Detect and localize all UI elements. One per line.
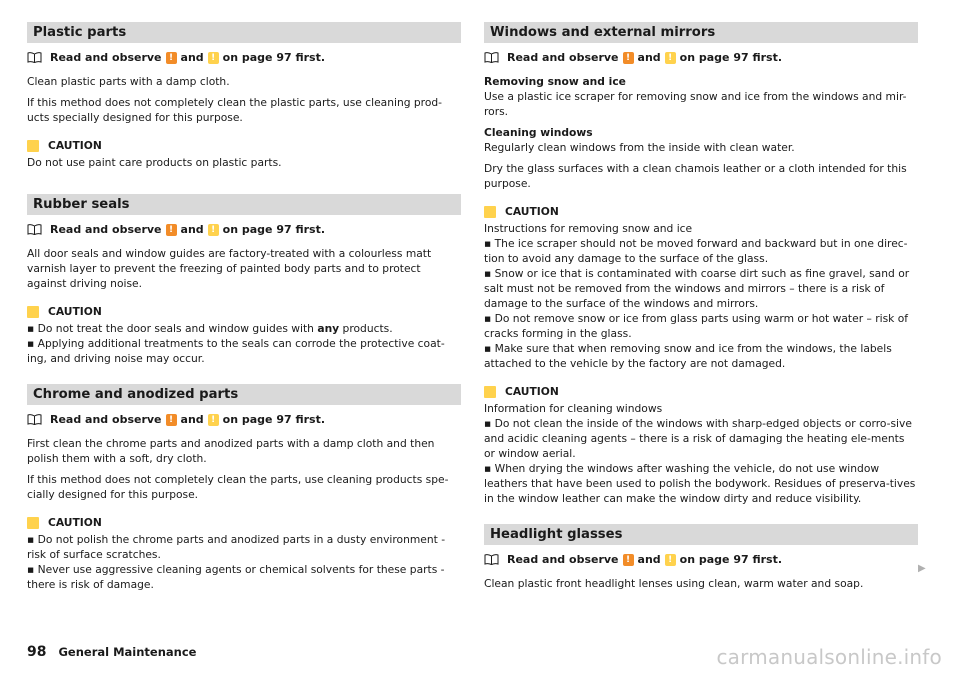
caution-bullet: ▪ Never use aggressive cleaning agents or chemical solvents for these parts - there is risk of damage. bbox=[27, 563, 445, 591]
caution-label: CAUTION bbox=[48, 516, 102, 529]
paragraph: Regularly clean windows from the inside with clean water. bbox=[484, 141, 795, 154]
warning-yellow-icon: ! bbox=[208, 414, 219, 426]
caution-intro: Information for cleaning windows bbox=[484, 402, 663, 415]
book-icon bbox=[27, 224, 42, 235]
footer-section-title: General Maintenance bbox=[58, 645, 197, 659]
paragraph: If this method does not completely clean the plastic parts, use cleaning prod-ucts specially designed for this purpose. bbox=[27, 96, 443, 124]
next-page-arrow-icon: ▶ bbox=[918, 563, 926, 574]
caution-heading bbox=[27, 139, 461, 152]
warning-yellow-icon: ! bbox=[665, 554, 676, 566]
caution-triangle-icon bbox=[27, 306, 39, 318]
reference-line bbox=[484, 51, 918, 64]
warning-red-icon: ! bbox=[623, 554, 634, 566]
ref-prefix: Read and observe bbox=[507, 51, 619, 64]
warning-red-icon: ! bbox=[166, 414, 177, 426]
ref-and: and bbox=[637, 553, 661, 566]
caution-bullet: ▪ Do not polish the chrome parts and anodized parts in a dusty environment - risk of surface scratches. bbox=[27, 533, 446, 561]
caution-triangle-icon bbox=[27, 140, 39, 152]
caution-bullet: ▪ Snow or ice that is contaminated with coarse dirt such as fine gravel, sand or salt must not be removed from the windows and mirrors – there is a risk of damage to the surface of the windows and mirrors. bbox=[484, 267, 910, 310]
caution-bullet: ▪ When drying the windows after washing the vehicle, do not use window leathers that have been used to polish the bodywork. Residues of preserva-tives in the window leather can make the window dirty and reduce visibility. bbox=[484, 462, 916, 505]
section-title-headlight: Headlight glasses bbox=[484, 524, 918, 545]
watermark: carmanualsonline.info bbox=[716, 645, 942, 669]
page-footer bbox=[27, 644, 196, 660]
caution-text: Do not use paint care products on plastic parts. bbox=[27, 156, 282, 169]
caution-bullet: ▪ Do not clean the inside of the windows with sharp-edged objects or corro-sive and acidic cleaning agents – there is a risk of damaging the heating ele-ments or window aerial. bbox=[484, 417, 912, 460]
paragraph: All door seals and window guides are factory-treated with a colourless matt varnish layer to prevent the freezing of painted body parts and to protect against driving noise. bbox=[27, 247, 432, 290]
warning-red-icon: ! bbox=[166, 52, 177, 64]
caution-triangle-icon bbox=[484, 386, 496, 398]
subheading: Removing snow and ice bbox=[484, 75, 626, 88]
caution-intro: Instructions for removing snow and ice bbox=[484, 222, 693, 235]
ref-and: and bbox=[637, 51, 661, 64]
caution-bullet: ▪ Make sure that when removing snow and ice from the windows, the labels attached to the vehicle by the factory are not damaged. bbox=[484, 342, 892, 370]
warning-yellow-icon: ! bbox=[208, 52, 219, 64]
paragraph: Clean plastic front headlight lenses using clean, warm water and soap. bbox=[484, 577, 864, 590]
book-icon bbox=[27, 414, 42, 425]
book-icon bbox=[484, 554, 499, 565]
section-title-windows: Windows and external mirrors bbox=[484, 22, 918, 43]
subheading: Cleaning windows bbox=[484, 126, 593, 139]
ref-prefix: Read and observe bbox=[50, 51, 162, 64]
ref-and: and bbox=[180, 223, 204, 236]
caution-label: CAUTION bbox=[505, 205, 559, 218]
ref-prefix: Read and observe bbox=[507, 553, 619, 566]
book-icon bbox=[27, 52, 42, 63]
caution-label: CAUTION bbox=[48, 305, 102, 318]
ref-suffix: on page 97 first. bbox=[222, 223, 326, 236]
section-title-chrome: Chrome and anodized parts bbox=[27, 384, 461, 405]
reference-line bbox=[27, 223, 461, 236]
caution-heading bbox=[484, 205, 918, 218]
left-column bbox=[27, 22, 461, 592]
reference-line bbox=[27, 413, 461, 426]
ref-and: and bbox=[180, 51, 204, 64]
paragraph: Use a plastic ice scraper for removing snow and ice from the windows and mir-rors. bbox=[484, 90, 907, 118]
caution-triangle-icon bbox=[484, 206, 496, 218]
warning-red-icon: ! bbox=[166, 224, 177, 236]
warning-yellow-icon: ! bbox=[208, 224, 219, 236]
book-icon bbox=[484, 52, 499, 63]
ref-prefix: Read and observe bbox=[50, 413, 162, 426]
caution-bullet: ▪ Do not remove snow or ice from glass parts using warm or hot water – risk of cracks forming in the glass. bbox=[484, 312, 909, 340]
paragraph: Clean plastic parts with a damp cloth. bbox=[27, 75, 230, 88]
ref-prefix: Read and observe bbox=[50, 223, 162, 236]
caution-label: CAUTION bbox=[48, 139, 102, 152]
section-title-rubber: Rubber seals bbox=[27, 194, 461, 215]
reference-line bbox=[484, 553, 918, 566]
paragraph: First clean the chrome parts and anodized parts with a damp cloth and then polish them with a soft, dry cloth. bbox=[27, 437, 435, 465]
caution-bullet: ▪ Do not treat the door seals and window guides with any products. bbox=[27, 322, 393, 335]
caution-heading bbox=[27, 305, 461, 318]
paragraph: Dry the glass surfaces with a clean chamois leather or a cloth intended for this purpose. bbox=[484, 162, 907, 190]
warning-yellow-icon: ! bbox=[665, 52, 676, 64]
section-title-plastic: Plastic parts bbox=[27, 22, 461, 43]
caution-triangle-icon bbox=[27, 517, 39, 529]
warning-red-icon: ! bbox=[623, 52, 634, 64]
ref-and: and bbox=[180, 413, 204, 426]
right-column bbox=[484, 22, 918, 597]
ref-suffix: on page 97 first. bbox=[679, 553, 783, 566]
ref-suffix: on page 97 first. bbox=[222, 413, 326, 426]
paragraph: If this method does not completely clean the parts, use cleaning products spe-cially designed for this purpose. bbox=[27, 473, 449, 501]
ref-suffix: on page 97 first. bbox=[679, 51, 783, 64]
caution-heading bbox=[484, 385, 918, 398]
caution-label: CAUTION bbox=[505, 385, 559, 398]
caution-bullet: ▪ Applying additional treatments to the seals can corrode the protective coat-ing, and driving noise may occur. bbox=[27, 337, 445, 365]
caution-heading bbox=[27, 516, 461, 529]
ref-suffix: on page 97 first. bbox=[222, 51, 326, 64]
page-number: 98 bbox=[27, 644, 47, 660]
caution-bullet: ▪ The ice scraper should not be moved forward and backward but in one direc-tion to avoid any damage to the surface of the glass. bbox=[484, 237, 908, 265]
reference-line bbox=[27, 51, 461, 64]
